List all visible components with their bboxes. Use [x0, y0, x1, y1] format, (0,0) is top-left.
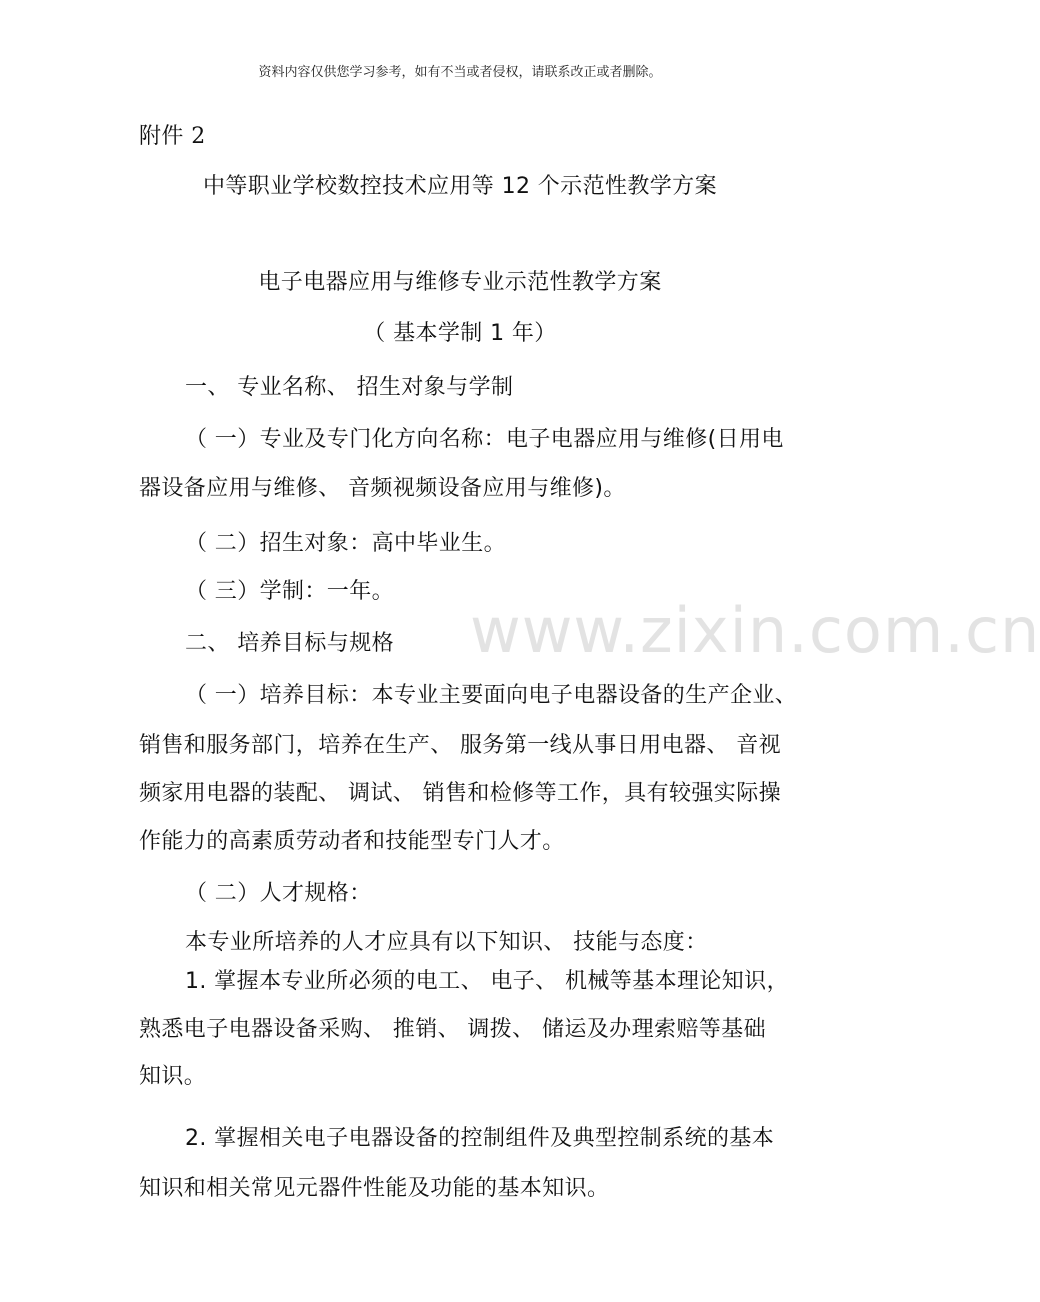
list-item-line: 知识。 — [139, 1064, 207, 1089]
list-item-line: 熟悉电子电器设备采购、 推销、 调拨、 储运及办理索赔等基础 — [139, 1017, 766, 1042]
sub-title-note: （ 基本学制 1 年） — [363, 321, 557, 346]
list-item-line: 2. 掌握相关电子电器设备的控制组件及典型控制系统的基本 — [185, 1126, 775, 1151]
paragraph-line: （ 二）人才规格： — [185, 881, 372, 906]
list-item-line: 知识和相关常见元器件性能及功能的基本知识。 — [139, 1176, 610, 1201]
paragraph-line: 作能力的高素质劳动者和技能型专门人才。 — [139, 829, 565, 854]
paragraph-line: （ 一）培养目标：本专业主要面向电子电器设备的生产企业、 — [185, 683, 798, 708]
paragraph-line: 销售和服务部门，培养在生产、 服务第一线从事日用电器、 音视 — [139, 733, 781, 758]
main-title: 中等职业学校数控技术应用等 12 个示范性教学方案 — [203, 174, 717, 199]
section-1-heading: 一、 专业名称、 招生对象与学制 — [185, 375, 514, 400]
section-2-heading: 二、 培养目标与规格 — [185, 631, 394, 656]
list-item-line: 1. 掌握本专业所必须的电工、 电子、 机械等基本理论知识， — [185, 969, 789, 994]
paragraph-line: （ 三）学制：一年。 — [185, 579, 394, 604]
paragraph-line: （ 二）招生对象：高中毕业生。 — [185, 531, 506, 556]
attachment-label: 附件 2 — [139, 124, 206, 149]
watermark: www.zixin.com.cn — [470, 594, 1040, 667]
paragraph-line: （ 一）专业及专门化方向名称：电子电器应用与维修(日用电 — [185, 427, 784, 452]
paragraph-line: 器设备应用与维修、 音频视频设备应用与维修)。 — [139, 476, 626, 501]
paragraph-line: 频家用电器的装配、 调试、 销售和检修等工作，具有较强实际操 — [139, 781, 781, 806]
paragraph-line: 本专业所培养的人才应具有以下知识、 技能与态度： — [185, 930, 708, 955]
sub-title: 电子电器应用与维修专业示范性教学方案 — [258, 270, 662, 295]
disclaimer-header: 资料内容仅供您学习参考，如有不当或者侵权，请联系改正或者删除。 — [258, 65, 662, 80]
